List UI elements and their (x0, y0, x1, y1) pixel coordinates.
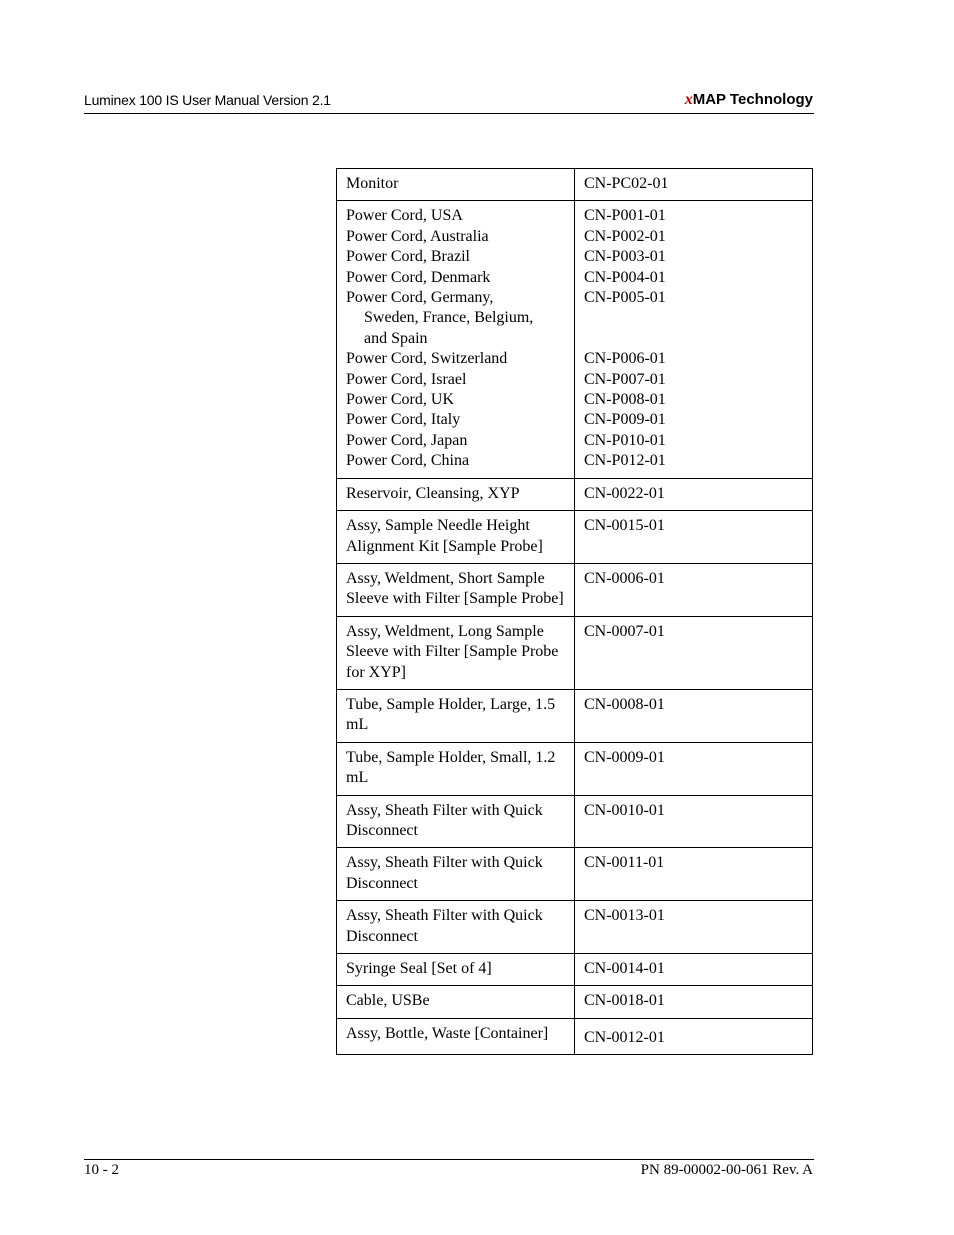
pn-line: CN-P003-01 (584, 248, 666, 266)
pn-line: CN-P012-01 (584, 452, 666, 470)
brand-prefix: x (684, 91, 693, 108)
pn-line: CN-P005-01 (584, 289, 666, 307)
part-description: Assy, Sheath Filter with Quick Disconnect (337, 901, 575, 954)
part-number: CN-0007-01 (575, 616, 813, 689)
part-description: Syringe Seal [Set of 4] (337, 954, 575, 986)
table-row (337, 201, 813, 478)
table-row (337, 954, 813, 986)
desc-line: Power Cord, Italy (346, 411, 461, 429)
desc-line: Power Cord, Brazil (346, 248, 470, 266)
table-row (337, 795, 813, 848)
desc-line: Power Cord, China (346, 452, 470, 470)
footer-divider (84, 1159, 814, 1160)
part-description: Assy, Sheath Filter with Quick Disconnect (337, 795, 575, 848)
part-number: CN-0006-01 (575, 563, 813, 616)
desc-line: Power Cord, Japan (346, 431, 468, 449)
table-row (337, 986, 813, 1018)
running-header-title: Luminex 100 IS User Manual Version 2.1 (84, 92, 331, 108)
desc-line: Power Cord, Germany, (346, 289, 494, 307)
document-part-number: PN 89-00002-00-061 Rev. A (640, 1162, 813, 1178)
table-row (337, 478, 813, 510)
part-description: Assy, Weldment, Long Sample Sleeve with Filter [Sample Probe for XYP] (337, 616, 575, 689)
table-row (337, 848, 813, 901)
part-number: CN-0022-01 (575, 478, 813, 510)
desc-line: Sweden, France, Belgium, (364, 309, 534, 327)
part-number: CN-0018-01 (575, 986, 813, 1018)
pn-line: CN-P001-01 (584, 207, 666, 225)
pn-line: CN-P007-01 (584, 370, 666, 388)
pn-line: CN-P009-01 (584, 411, 666, 429)
table-row (337, 689, 813, 742)
part-number: CN-0009-01 (575, 742, 813, 795)
part-description (337, 201, 575, 478)
part-number-text: CN-0012-01 (584, 1028, 665, 1046)
table-row (337, 616, 813, 689)
part-description: Assy, Sheath Filter with Quick Disconnect (337, 848, 575, 901)
table-row (337, 901, 813, 954)
part-description: Tube, Sample Holder, Small, 1.2 mL (337, 742, 575, 795)
desc-line: Power Cord, Denmark (346, 268, 491, 286)
page-number: 10 - 2 (84, 1162, 119, 1178)
pn-line: CN-P008-01 (584, 391, 666, 409)
part-number (575, 201, 813, 478)
pn-line: CN-P010-01 (584, 431, 666, 449)
pn-line: CN-P006-01 (584, 350, 666, 368)
brand-suffix: MAP Technology (692, 91, 813, 108)
part-description: Monitor (337, 169, 575, 201)
part-description: Cable, USBe (337, 986, 575, 1018)
part-description: Reservoir, Cleansing, XYP (337, 478, 575, 510)
table-row (337, 511, 813, 564)
pn-line: CN-P004-01 (584, 268, 666, 286)
part-description: Assy, Sample Needle Height Alignment Kit [Sample Probe] (337, 511, 575, 564)
spacer (584, 308, 803, 328)
part-number: CN-0011-01 (575, 848, 813, 901)
pn-line: CN-P002-01 (584, 227, 666, 245)
table-row (337, 742, 813, 795)
table-row (337, 169, 813, 201)
desc-line: Power Cord, UK (346, 391, 454, 409)
part-number: CN-PC02-01 (575, 169, 813, 201)
part-number: CN-0013-01 (575, 901, 813, 954)
running-header-brand (685, 91, 813, 109)
header-divider (84, 113, 814, 114)
part-number (575, 1018, 813, 1054)
part-description: Assy, Bottle, Waste [Container] (337, 1018, 575, 1054)
desc-line: Power Cord, USA (346, 207, 463, 225)
part-number: CN-0014-01 (575, 954, 813, 986)
parts-table (336, 168, 813, 1055)
desc-line: Power Cord, Israel (346, 370, 467, 388)
table-row (337, 563, 813, 616)
desc-line: Power Cord, Switzerland (346, 350, 508, 368)
part-number: CN-0015-01 (575, 511, 813, 564)
part-description: Assy, Weldment, Short Sample Sleeve with Filter [Sample Probe] (337, 563, 575, 616)
desc-line: Power Cord, Australia (346, 227, 489, 245)
desc-line: and Spain (364, 329, 428, 347)
part-description: Tube, Sample Holder, Large, 1.5 mL (337, 689, 575, 742)
part-number: CN-0008-01 (575, 689, 813, 742)
table-row (337, 1018, 813, 1054)
spacer (584, 329, 803, 349)
part-number: CN-0010-01 (575, 795, 813, 848)
